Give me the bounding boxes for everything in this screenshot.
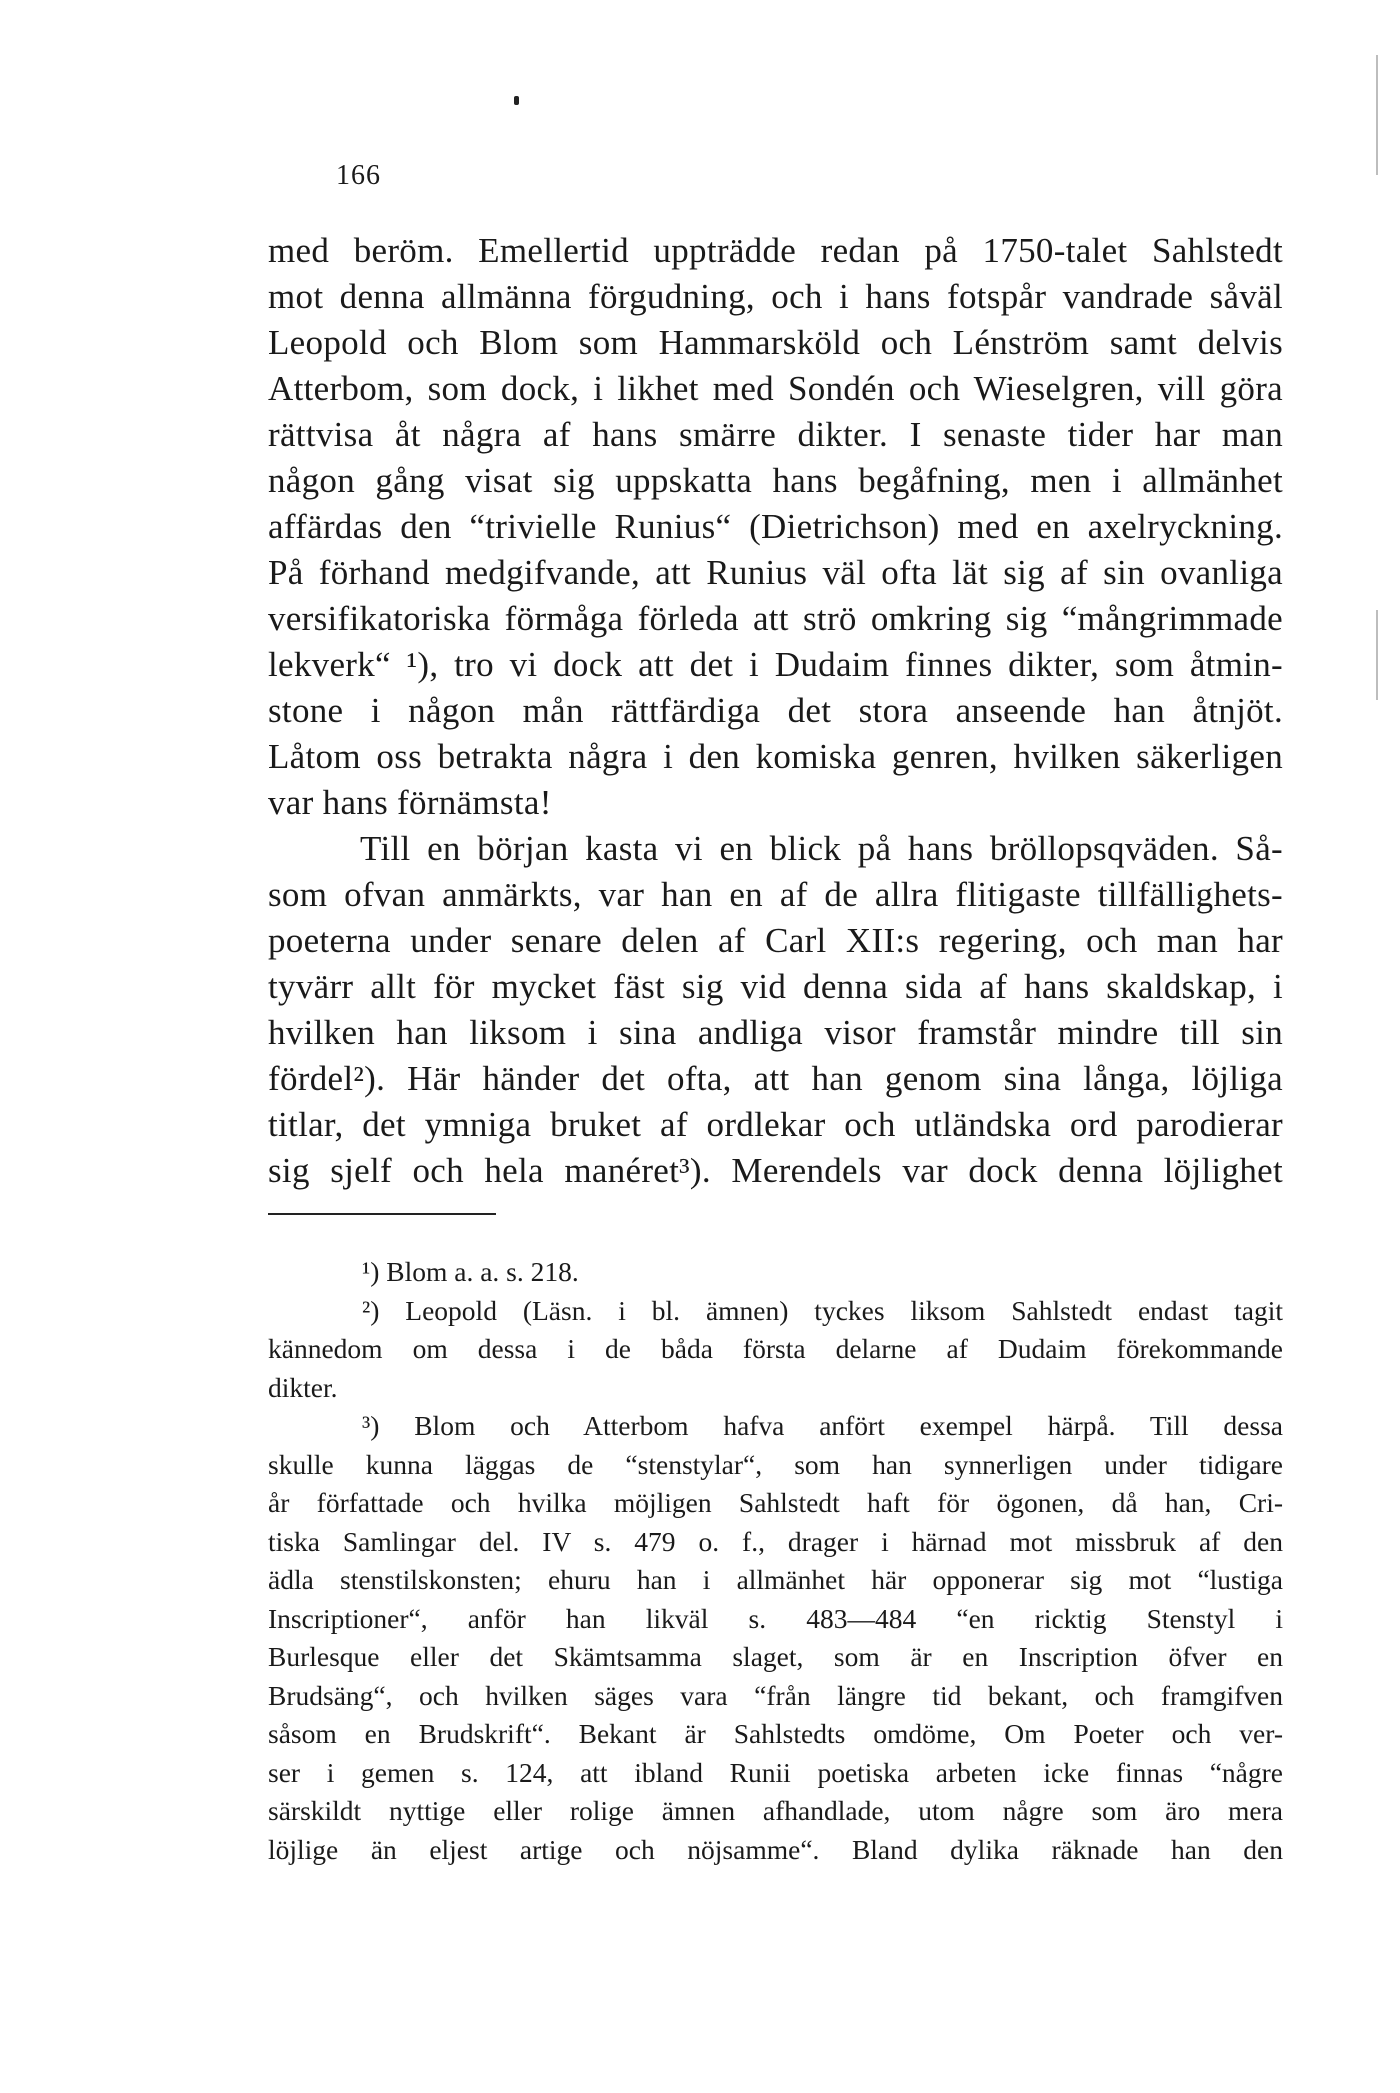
text-line: Låtom oss betrakta några i den komiska genren, hvilken säkerligen	[268, 737, 1283, 776]
footnote-line: ¹) Blom a. a. s. 218.	[362, 1256, 579, 1287]
footnote-line: särskildt nyttige eller rolige ämnen afhandlade, utom någre som äro mera	[268, 1795, 1283, 1826]
text-line: På förhand medgifvande, att Runius väl ofta lät sig af sin ovanliga	[268, 553, 1283, 592]
page-edge-line	[1376, 610, 1378, 700]
text-line: versifikatoriska förmåga förleda att strö omkring sig “mångrimmade	[268, 599, 1283, 638]
footnote-line: ser i gemen s. 124, att ibland Runii poetiska arbeten icke finnas “någre	[268, 1756, 1283, 1788]
text-line: fördel²). Här händer det ofta, att han genom sina långa, löjliga	[268, 1059, 1283, 1098]
body-text	[268, 228, 1283, 1194]
footnote-line: Brudsäng“, och hvilken säges vara “från längre tid bekant, och framgifven	[268, 1679, 1283, 1711]
text-line: var hans förnämsta!	[268, 783, 552, 822]
footnote-line: ³) Blom och Atterbom hafva anfört exempel härpå. Till dessa	[362, 1410, 1283, 1441]
footnote-line: ädla stenstilskonsten; ehuru han i allmänhet här opponerar sig mot “lustiga	[268, 1564, 1283, 1595]
text-line: titlar, det ymniga bruket af ordlekar och utländska ord parodierar	[268, 1105, 1283, 1144]
footnote-line: skulle kunna läggas de “stenstylar“, som han synnerligen under tidigare	[268, 1448, 1283, 1480]
ink-speck	[514, 96, 519, 105]
footnote-line: såsom en Brudskrift“. Bekant är Sahlstedts omdöme, Om Poeter och ver-	[268, 1718, 1283, 1749]
text-line: affärdas den “trivielle Runius“ (Dietrichson) med en axelryckning.	[268, 507, 1283, 546]
text-line: sig sjelf och hela manéret³). Merendels var dock denna löjlighet	[268, 1151, 1283, 1190]
footnote-line: år författade och hvilka möjligen Sahlstedt haft för ögonen, då han, Cri-	[268, 1487, 1283, 1518]
page-edge-line	[1376, 55, 1378, 175]
text-line: rättvisa åt några af hans smärre dikter. I senaste tider har man	[268, 415, 1283, 454]
footnote-line: ²) Leopold (Läsn. i bl. ämnen) tyckes liksom Sahlstedt endast tagit	[362, 1294, 1283, 1326]
text-line: Till en början kasta vi en blick på hans bröllopsqväden. Så-	[360, 829, 1283, 868]
text-line: lekverk“ ¹), tro vi dock att det i Dudaim finnes dikter, som åtmin-	[268, 645, 1283, 684]
text-line: hvilken han liksom i sina andliga visor framstår mindre till sin	[268, 1013, 1283, 1052]
footnote-divider	[268, 1213, 496, 1215]
text-line: Atterbom, som dock, i likhet med Sondén och Wieselgren, vill göra	[268, 369, 1283, 408]
page-number: 166	[336, 160, 381, 191]
footnote-line: Burlesque eller det Skämtsamma slaget, som är en Inscription öfver en	[268, 1641, 1283, 1672]
footnote-line: dikter.	[268, 1371, 338, 1403]
text-line: Leopold och Blom som Hammarsköld och Lénström samt delvis	[268, 323, 1283, 362]
footnote-line: tiska Samlingar del. IV s. 479 o. f., drager i härnad mot missbruk af den	[268, 1525, 1283, 1557]
text-line: med beröm. Emellertid uppträdde redan på 1750-talet Sahlstedt	[268, 231, 1283, 270]
text-line: mot denna allmänna förgudning, och i hans fotspår vandrade såväl	[268, 277, 1283, 316]
footnote-line: Inscriptioner“, anför han likväl s. 483—484 “en ricktig Stenstyl i	[268, 1602, 1283, 1634]
footnotes	[268, 1253, 1283, 1869]
footnote-line: löjlige än eljest artige och nöjsamme“. Bland dylika räknade han den	[268, 1833, 1283, 1865]
text-line: poeterna under senare delen af Carl XII:s regering, och man har	[268, 921, 1283, 960]
footnote-line: kännedom om dessa i de båda första delarne af Dudaim förekommande	[268, 1333, 1283, 1364]
text-line: stone i någon mån rättfärdiga det stora anseende han åtnjöt.	[268, 691, 1283, 730]
text-line: någon gång visat sig uppskatta hans begåfning, men i allmänhet	[268, 461, 1283, 500]
text-line: som ofvan anmärkts, var han en af de allra flitigaste tillfällighets-	[268, 875, 1283, 914]
text-line: tyvärr allt för mycket fäst sig vid denna sida af hans skaldskap, i	[268, 967, 1283, 1006]
